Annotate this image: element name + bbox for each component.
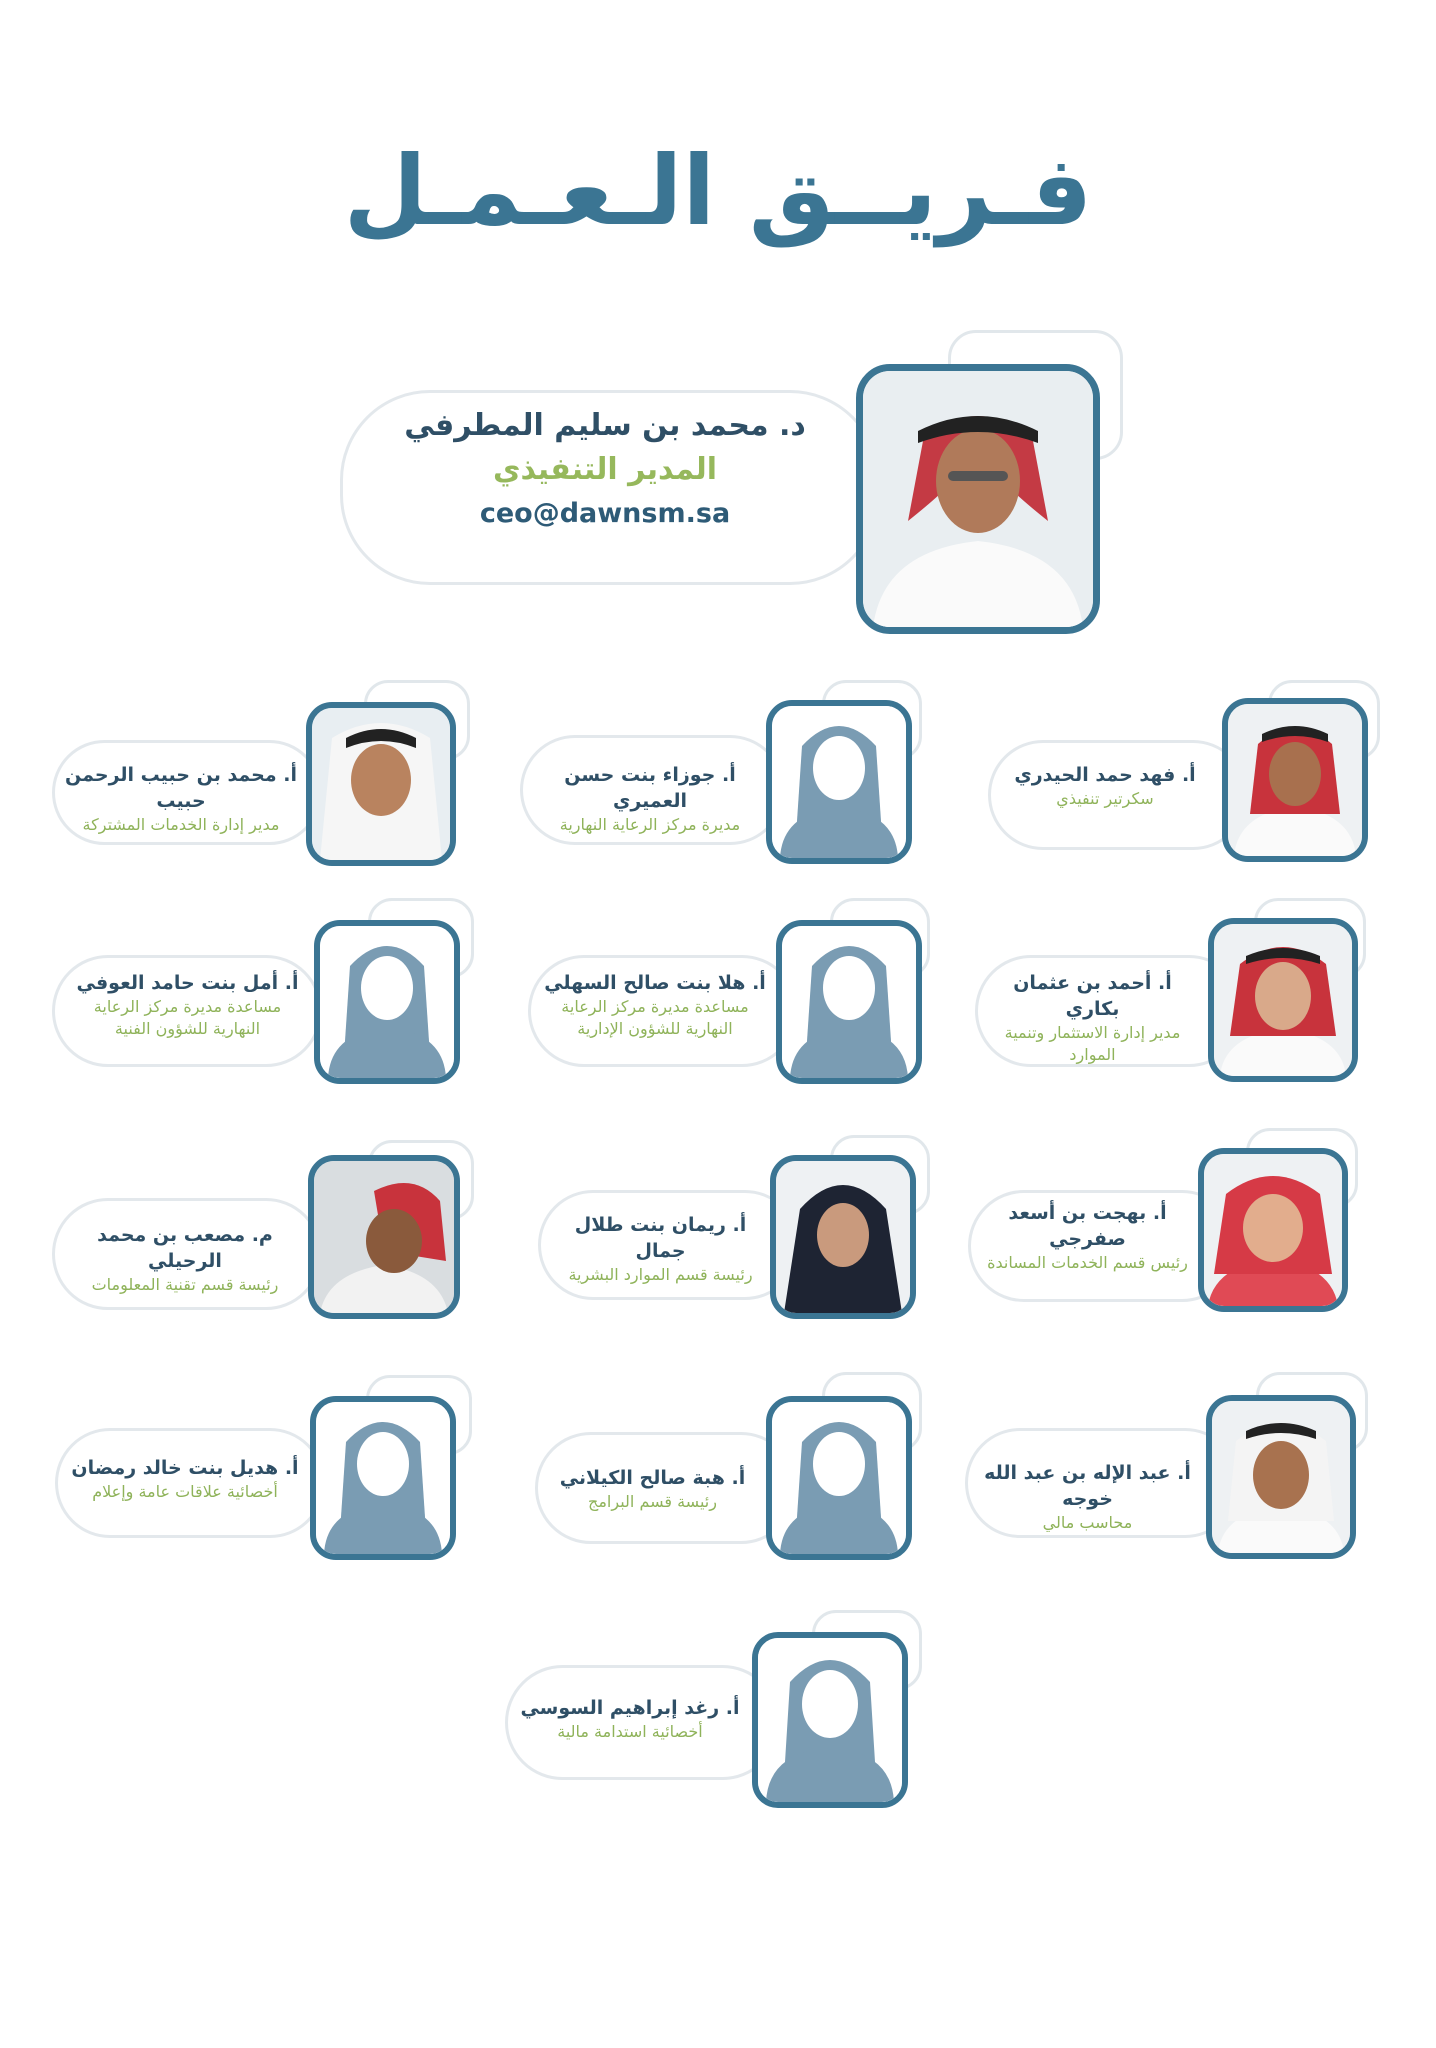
leader-role: المدير التنفيذي: [492, 452, 718, 487]
member-photo: [314, 920, 460, 1084]
page-title: فـريــق الـعـمـل: [343, 135, 1093, 247]
member-photo: [1222, 698, 1368, 862]
member-photo: [766, 1396, 912, 1560]
member-photo: [770, 1155, 916, 1319]
member-photo: [306, 702, 456, 866]
person-photo-icon: [863, 371, 1093, 627]
female-avatar-icon: [758, 1638, 902, 1802]
member-photo: [308, 1155, 460, 1319]
leader-email[interactable]: ceo@dawnsm.sa: [479, 498, 731, 529]
member-photo: [766, 700, 912, 864]
member-photo: [1208, 918, 1358, 1082]
member-photo: [1206, 1395, 1356, 1559]
female-avatar-icon: [320, 926, 454, 1078]
female-avatar-icon: [316, 1402, 450, 1554]
female-avatar-icon: [772, 706, 906, 858]
member-photo: [752, 1632, 908, 1808]
member-photo: [1198, 1148, 1348, 1312]
leader-photo: [856, 364, 1100, 634]
member-photo: [310, 1396, 456, 1560]
female-avatar-icon: [782, 926, 916, 1078]
member-photo: [776, 920, 922, 1084]
leader-name: د. محمد بن سليم المطرفي: [404, 408, 806, 443]
female-avatar-icon: [772, 1402, 906, 1554]
